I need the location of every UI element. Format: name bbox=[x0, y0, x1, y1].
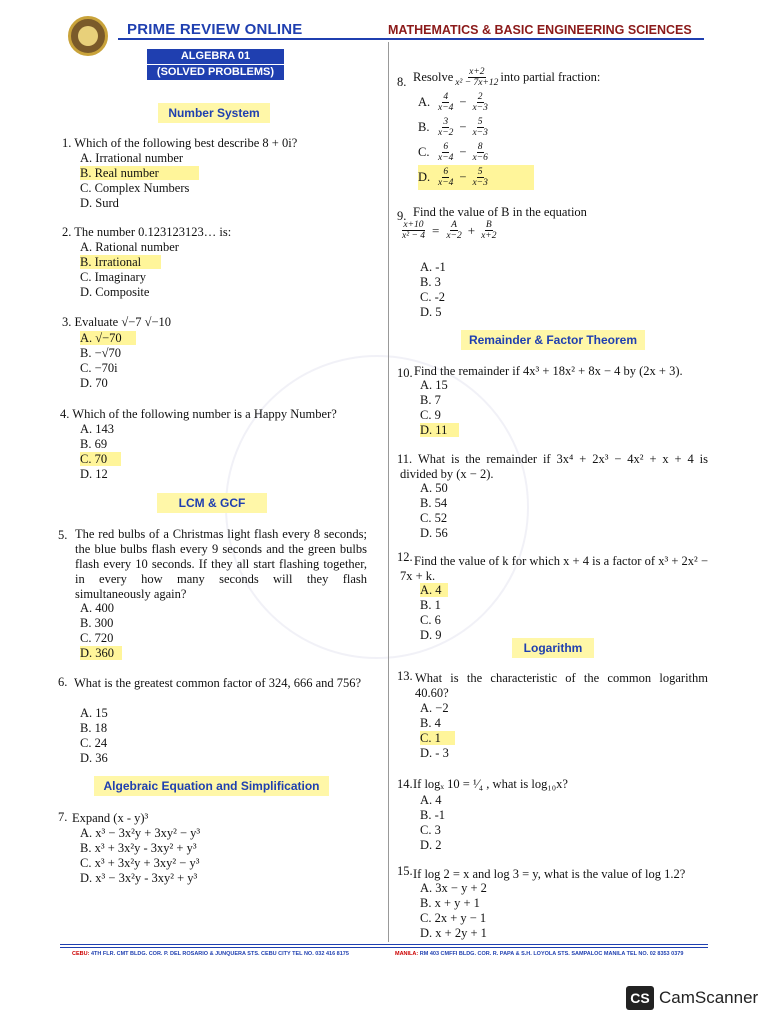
option[interactable]: C. x³ + 3x²y + 3xy² − y³ bbox=[80, 856, 200, 870]
q1-options bbox=[80, 151, 199, 211]
question-6: What is the greatest common factor of 324, 666 and 756? bbox=[74, 676, 362, 690]
question-13: What is the characteristic of the common logarithm 40.60? bbox=[415, 671, 708, 700]
option[interactable]: D. 9 bbox=[420, 628, 442, 642]
question-7-number: 7. bbox=[58, 810, 68, 824]
question-14: If logₓ 10 = ¹⁄₄ , what is log₁₀x? bbox=[413, 777, 568, 791]
q5-options bbox=[80, 601, 122, 661]
option[interactable]: C. -2 bbox=[420, 290, 445, 304]
question-10: Find the remainder if 4x³ + 18x² + 8x − 4 by (2x + 3). bbox=[414, 364, 683, 378]
camscanner-watermark bbox=[626, 986, 758, 1010]
q14-options bbox=[420, 793, 445, 853]
option[interactable]: D. 56 bbox=[420, 526, 448, 540]
header-rule bbox=[118, 38, 704, 40]
answer-option[interactable]: D. $\frac{6}{x-4}$ − $\frac{5}{x-3}$ bbox=[418, 165, 534, 190]
topic-subbadge: (SOLVED PROBLEMS) bbox=[147, 65, 284, 80]
answer-option[interactable]: D. 11 bbox=[420, 423, 459, 438]
option[interactable]: D. Surd bbox=[80, 196, 119, 210]
option[interactable]: C. 52 bbox=[420, 511, 448, 525]
footer-rule-2 bbox=[60, 947, 708, 948]
option[interactable]: D. x + 2y + 1 bbox=[420, 926, 487, 940]
watermark-seal bbox=[225, 355, 529, 659]
option[interactable]: C. Complex Numbers bbox=[80, 181, 190, 195]
answer-option[interactable]: C. 1 bbox=[420, 731, 455, 746]
question-11: What is the remainder if 3x⁴ + 2x³ − 4x² + x + 4 is divided by (x − 2). bbox=[400, 452, 708, 481]
q8-options bbox=[418, 90, 534, 190]
option[interactable]: B. 300 bbox=[80, 616, 114, 630]
option[interactable]: A. 50 bbox=[420, 481, 448, 495]
answer-option[interactable]: A. 4 bbox=[420, 583, 448, 598]
q15-options bbox=[420, 881, 487, 941]
question-14-number: 14. bbox=[397, 777, 413, 791]
option[interactable]: B. 54 bbox=[420, 496, 448, 510]
option[interactable]: A. 15 bbox=[80, 706, 108, 720]
camscanner-label: CamScanner bbox=[659, 988, 759, 1007]
option[interactable]: A. -1 bbox=[420, 260, 446, 274]
question-5-number: 5. bbox=[58, 528, 68, 542]
option[interactable]: C. $\frac{6}{x-4}$ − $\frac{8}{x-6}$ bbox=[418, 142, 488, 163]
section-number-system: Number System bbox=[158, 103, 270, 123]
option[interactable]: D. 36 bbox=[80, 751, 108, 765]
option[interactable]: B. $\frac{3}{x-2}$ − $\frac{5}{x-3}$ bbox=[418, 117, 488, 138]
option[interactable]: A. $\frac{4}{x-4}$ − $\frac{2}{x-3}$ bbox=[418, 92, 488, 113]
footer-manila: MANILA: RM 403 CMFFI BLDG. COR. R. PAPA & S.H. LOYOLA STS. SAMPALOC MANILA TEL NO. 02 8353 0379 bbox=[395, 951, 684, 957]
option[interactable]: B. 1 bbox=[420, 598, 441, 612]
question-3: 3. Evaluate √−7 √−10 bbox=[62, 315, 172, 329]
q10-options bbox=[420, 378, 459, 438]
q6-options bbox=[80, 706, 108, 766]
option[interactable]: A. −2 bbox=[420, 701, 449, 715]
option[interactable]: B. x³ + 3x²y - 3xy² + y³ bbox=[80, 841, 197, 855]
option[interactable]: A. 15 bbox=[420, 378, 448, 392]
option[interactable]: C. 2x + y − 1 bbox=[420, 911, 487, 925]
answer-option[interactable]: B. Irrational bbox=[80, 255, 179, 270]
q4-options bbox=[80, 422, 121, 482]
camscanner-logo-icon: CS bbox=[626, 986, 654, 1010]
option[interactable]: B. 69 bbox=[80, 437, 108, 451]
answer-option[interactable]: C. 70 bbox=[80, 452, 121, 467]
section-algebraic-equation: Algebraic Equation and Simplification bbox=[94, 776, 329, 796]
option[interactable]: A. Rational number bbox=[80, 240, 179, 254]
option[interactable]: D. 70 bbox=[80, 376, 108, 390]
header-subject: MATHEMATICS & BASIC ENGINEERING SCIENCES bbox=[388, 23, 692, 37]
option[interactable]: D. 2 bbox=[420, 838, 442, 852]
section-logarithm: Logarithm bbox=[512, 638, 594, 658]
option[interactable]: A. 400 bbox=[80, 601, 115, 615]
option[interactable]: D. Composite bbox=[80, 285, 150, 299]
option[interactable]: B. -1 bbox=[420, 808, 445, 822]
option[interactable]: C. 9 bbox=[420, 408, 441, 422]
question-9-number: 9. bbox=[397, 209, 407, 223]
q9-equation: $\frac{x+10}{\text{x² − 4}}$ = $\frac{A}{x-2}$ + $\frac{B}{x+2}$ bbox=[402, 220, 497, 241]
column-divider bbox=[388, 42, 389, 942]
question-8-number: 8. bbox=[397, 75, 407, 89]
question-4: 4. Which of the following number is a Happy Number? bbox=[60, 407, 337, 421]
option[interactable]: B. 18 bbox=[80, 721, 108, 735]
q7-options bbox=[80, 826, 200, 886]
option[interactable]: B. 7 bbox=[420, 393, 441, 407]
option[interactable]: D. - 3 bbox=[420, 746, 449, 760]
question-8: Resolve $\frac{x+2}{\text{x² − 7x+12}}$ into partial fraction: bbox=[413, 66, 601, 88]
question-5: The red bulbs of a Christmas light flash every 8 seconds; the blue bulbs flash every 9 seconds and the green bulbs flash every 10 seconds. If they all start flashing together, in every how many seconds will they flash simultaneously again? bbox=[75, 527, 367, 601]
q3-options bbox=[80, 331, 136, 391]
institute-logo bbox=[68, 16, 108, 56]
option[interactable]: C. 6 bbox=[420, 613, 441, 627]
question-9: Find the value of B in the equation bbox=[413, 205, 587, 219]
option[interactable]: B. 3 bbox=[420, 275, 441, 289]
option[interactable]: A. Irrational number bbox=[80, 151, 184, 165]
option[interactable]: B. 4 bbox=[420, 716, 441, 730]
question-7: Expand (x - y)³ bbox=[72, 811, 149, 825]
question-15-number: 15. bbox=[397, 864, 413, 878]
answer-option[interactable]: D. 360 bbox=[80, 646, 122, 661]
topic-badge: ALGEBRA 01 bbox=[147, 49, 284, 64]
option[interactable]: A. 4 bbox=[420, 793, 442, 807]
question-10-number: 10. bbox=[397, 366, 413, 380]
question-2: 2. The number 0.123123123… is: bbox=[62, 225, 232, 239]
option[interactable]: D. 5 bbox=[420, 305, 442, 319]
section-lcm-gcf: LCM & GCF bbox=[157, 493, 267, 513]
option[interactable]: B. x + y + 1 bbox=[420, 896, 480, 910]
answer-option[interactable]: B. Real number bbox=[80, 166, 199, 181]
question-11-number: 11. bbox=[397, 452, 413, 466]
question-1: 1. Which of the following best describe 8 + 0i? bbox=[62, 136, 298, 150]
header-title: PRIME REVIEW ONLINE bbox=[127, 21, 303, 38]
section-remainder-factor: Remainder & Factor Theorem bbox=[461, 330, 645, 350]
question-15: If log 2 = x and log 3 = y, what is the value of log 1.2? bbox=[413, 867, 686, 881]
q12-options bbox=[420, 583, 448, 643]
footer-rule bbox=[60, 944, 708, 945]
question-12-number: 12. bbox=[397, 550, 413, 564]
option[interactable]: A. x³ − 3x²y + 3xy² − y³ bbox=[80, 826, 201, 840]
option[interactable]: C. 24 bbox=[80, 736, 108, 750]
question-13-number: 13. bbox=[397, 669, 413, 683]
option[interactable]: C. 720 bbox=[80, 631, 114, 645]
footer-cebu: CEBU: 4TH FLR. CMT BLDG. COR. P. DEL ROSARIO & JUNQUERA STS. CEBU CITY TEL NO. 032 416 8175 bbox=[72, 951, 349, 957]
q11-options bbox=[420, 481, 448, 541]
option[interactable]: D. 12 bbox=[80, 467, 108, 481]
question-12: Find the value of k for which x + 4 is a factor of x³ + 2x² − 7x + k. bbox=[400, 554, 708, 583]
option[interactable]: B. −√70 bbox=[80, 346, 121, 360]
option[interactable]: A. 3x − y + 2 bbox=[420, 881, 487, 895]
q2-options bbox=[80, 240, 179, 300]
q13-options bbox=[420, 701, 455, 761]
option[interactable]: C. Imaginary bbox=[80, 270, 146, 284]
option[interactable]: D. x³ − 3x²y - 3xy² + y³ bbox=[80, 871, 198, 885]
option[interactable]: A. 143 bbox=[80, 422, 115, 436]
question-6-number: 6. bbox=[58, 675, 68, 689]
option[interactable]: C. 3 bbox=[420, 823, 441, 837]
q9-options bbox=[420, 260, 446, 320]
answer-option[interactable]: A. √−70 bbox=[80, 331, 136, 346]
option[interactable]: C. −70i bbox=[80, 361, 118, 375]
